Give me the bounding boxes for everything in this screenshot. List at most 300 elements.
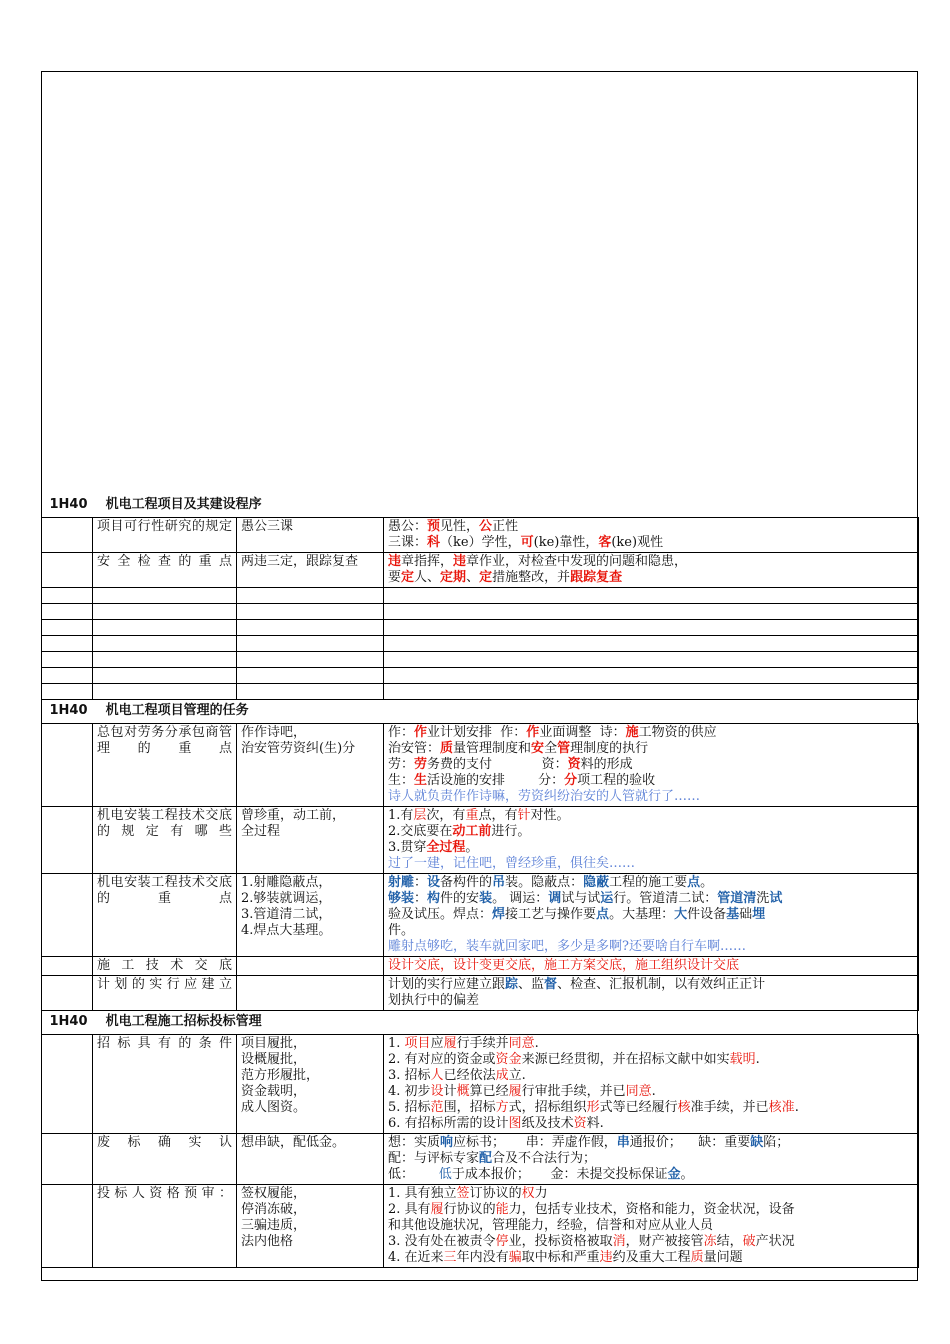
text-segment: 质 [690, 1250, 704, 1265]
text-segment: . [534, 1036, 539, 1051]
text-segment: 对性。 [530, 808, 570, 823]
text-segment: 同意 [625, 1084, 652, 1099]
text-segment: 计划的实行应建立跟 [388, 977, 506, 992]
content-cell [384, 724, 919, 807]
text-segment: 试 [769, 891, 783, 906]
text-segment: 3. 招标 [388, 1068, 431, 1083]
text-segment: 业，投标资格被取 [508, 1234, 613, 1249]
content-line [388, 1202, 914, 1218]
text-segment: 质 [440, 741, 454, 756]
content-cell [384, 1035, 919, 1134]
text-segment: 生 [414, 773, 428, 788]
section-gap [88, 703, 106, 718]
text-segment: 项目 [404, 1036, 431, 1051]
topic-cell: 项目可行性研究的规定 [93, 518, 237, 553]
blank-cell [93, 668, 237, 684]
section-header [42, 1011, 919, 1035]
text-segment: 冻 [703, 1234, 717, 1249]
text-segment: 。 [680, 1167, 694, 1182]
content-line [388, 1250, 914, 1266]
text-segment: 、检查、汇报机制，以有效纠正正计 [557, 977, 766, 992]
mnemonic-cell: 愚公三课 [237, 518, 384, 553]
text-segment: 备构件的 [440, 875, 493, 890]
content-cell [384, 1185, 919, 1268]
text-segment: 资 [567, 757, 581, 772]
blank-row [42, 636, 919, 652]
text-segment: 管 [557, 741, 571, 756]
section-gap [88, 1014, 106, 1029]
content-cell [384, 957, 919, 976]
text-segment: 作： [388, 725, 415, 740]
text-segment: 雕射点够吃，装车就回家吧，多少是多啊?还要啥自行车啊…… [388, 939, 746, 954]
table-row [42, 1134, 919, 1185]
index-cell [42, 724, 93, 807]
text-segment: 停 [495, 1234, 509, 1249]
text-segment: 准手续，并已 [690, 1100, 769, 1115]
mnemonic-cell: 1.射雕隐蔽点， 2.够装就调运， 3.管道清二试， 4.焊点大基理。 [237, 874, 384, 957]
mnemonic-cell [237, 957, 384, 976]
text-segment: 计 [443, 1084, 457, 1099]
text-segment: 履 [508, 1084, 522, 1099]
text-segment: 工物资的供应 [638, 725, 717, 740]
text-segment: 隐蔽 [583, 875, 610, 890]
mnemonic-cell [237, 976, 384, 1011]
text-segment: 行手续并 [456, 1036, 509, 1051]
content-cell [384, 807, 919, 874]
index-cell [42, 957, 93, 976]
text-segment: 劳 [414, 757, 428, 772]
blank-cell [42, 652, 93, 668]
blank-row [42, 652, 919, 668]
text-segment: 诗人就负责作作诗嘛，劳资纠纷治安的人管就行了…… [388, 789, 701, 804]
text-segment: 载明 [729, 1052, 756, 1067]
blank-cell [384, 588, 919, 604]
text-segment: 施 [625, 725, 639, 740]
text-segment: 件的安 [440, 891, 480, 906]
text-segment: 6. 有招标所需的设计 [388, 1116, 509, 1131]
blank-cell [237, 652, 384, 668]
text-segment: 点 [687, 875, 701, 890]
content-cell [384, 553, 919, 588]
text-segment: 工程的施工要 [609, 875, 688, 890]
text-segment: 料. [586, 1116, 604, 1131]
blank-cell [384, 604, 919, 620]
text-segment: 通报价； 缺：重要 [629, 1135, 751, 1150]
content-line [388, 824, 914, 840]
text-segment: 4. 在近来 [388, 1250, 444, 1265]
index-cell [42, 874, 93, 957]
text-segment: 过了一建，记住吧，曾经珍重，俱往矣…… [388, 856, 636, 871]
topic-cell: 机电安装工程技术交底的规定有哪些 [93, 807, 237, 874]
table-row [42, 1035, 919, 1134]
text-segment: 响 [440, 1135, 454, 1150]
content-cell [384, 518, 919, 553]
topic-cell: 施工技术交底 [93, 957, 237, 976]
text-segment: 成 [495, 1068, 509, 1083]
text-segment: 焊 [492, 907, 506, 922]
text-segment: 埋 [752, 907, 766, 922]
topic-cell: 废标确实认 [93, 1134, 237, 1185]
text-segment: 范 [430, 1100, 444, 1115]
text-segment: 低： [388, 1167, 439, 1182]
text-segment: 已经依法 [443, 1068, 496, 1083]
content-line [388, 789, 914, 805]
text-segment: 立. [508, 1068, 526, 1083]
text-segment: 权 [521, 1186, 535, 1201]
text-segment: 洗 [756, 891, 770, 906]
text-segment: 督 [544, 977, 558, 992]
text-segment: 形 [586, 1100, 600, 1115]
text-segment: 大 [674, 907, 688, 922]
text-segment: 射雕 [388, 875, 415, 890]
mnemonic-cell: 签权履能， 停消冻破， 三骗违质， 法内他格 [237, 1185, 384, 1268]
text-segment: 履 [430, 1202, 444, 1217]
content-line [388, 535, 914, 551]
text-segment: 要 [388, 570, 402, 585]
content-line [388, 1234, 914, 1250]
content-line [388, 1218, 914, 1234]
text-segment: 吊 [492, 875, 506, 890]
text-segment: 、监 [518, 977, 545, 992]
text-segment: （ke）学性， [440, 535, 521, 550]
text-segment: 公 [479, 519, 493, 534]
text-segment: . [651, 1084, 656, 1099]
mnemonic-cell: 两违三定，跟踪复查 [237, 553, 384, 588]
text-segment: 进行。 [491, 824, 531, 839]
text-segment: (ke)靠性， [533, 535, 599, 550]
content-line [388, 958, 914, 974]
text-segment: 低 [438, 1167, 452, 1182]
topic-cell: 投标人资格预审： [93, 1185, 237, 1268]
blank-cell [384, 668, 919, 684]
blank-cell [237, 668, 384, 684]
text-segment: 订协议的 [469, 1186, 522, 1201]
content-line [388, 993, 914, 1009]
text-segment: 运 [600, 891, 614, 906]
text-segment: 应 [430, 1036, 444, 1051]
section-header-row [42, 1011, 919, 1035]
content-cell [384, 976, 919, 1011]
content-line [388, 907, 914, 923]
content-line [388, 1135, 914, 1151]
text-segment: 生： [388, 773, 415, 788]
text-segment: 。大基理： [609, 907, 675, 922]
text-segment: ： [414, 875, 428, 890]
blank-row [42, 620, 919, 636]
text-segment: 围，招标 [443, 1100, 496, 1115]
blank-cell [42, 620, 93, 636]
index-cell [42, 976, 93, 1011]
text-segment: 量问题 [703, 1250, 743, 1265]
text-segment: . [755, 1052, 760, 1067]
text-segment: 产状况 [755, 1234, 795, 1249]
text-segment: 。 [700, 875, 714, 890]
text-segment: 验及试压。焊点： [388, 907, 493, 922]
text-segment: 违 [388, 554, 402, 569]
text-segment: 愚公： [388, 519, 428, 534]
text-segment: 和其他设施状况，管理能力，经验，信誉和对应从业人员 [388, 1218, 714, 1233]
text-segment: . [794, 1100, 799, 1115]
text-segment: 劳： [388, 757, 415, 772]
text-segment: 陷； [763, 1135, 790, 1150]
topic-cell: 计划的实行应建立 [93, 976, 237, 1011]
text-segment: 式，招标组织 [508, 1100, 587, 1115]
text-segment: 科 [427, 535, 441, 550]
index-cell [42, 518, 93, 553]
blank-row [42, 588, 919, 604]
text-segment: 可 [520, 535, 534, 550]
blank-cell [42, 636, 93, 652]
topic-cell: 机电安装工程技术交底的重点 [93, 874, 237, 957]
text-segment: 图 [508, 1116, 522, 1131]
text-segment: 分 [564, 773, 578, 788]
topic-cell: 招标具有的条件 [93, 1035, 237, 1134]
content-line [388, 856, 914, 872]
text-segment: 踪 [505, 977, 519, 992]
text-segment: 全过程 [426, 840, 466, 855]
table-row [42, 1185, 919, 1268]
table-row [42, 957, 919, 976]
topic-cell: 总包对劳务分承包商管理的重点 [93, 724, 237, 807]
text-segment: 重 [465, 808, 479, 823]
text-segment: 措施整改，并 [492, 570, 571, 585]
text-segment: 2. 有对应的资金或 [388, 1052, 496, 1067]
text-segment: 业面调整 诗： [539, 725, 626, 740]
text-segment: 料的形成 [580, 757, 633, 772]
text-segment: 行。管道清二试： [613, 891, 718, 906]
text-segment: 活设施的安排 分： [427, 773, 565, 788]
blank-row [42, 684, 919, 700]
section-header [42, 494, 919, 518]
blank-row [42, 604, 919, 620]
text-segment: 约及重大工程 [612, 1250, 691, 1265]
text-segment: 。 调运： [492, 891, 549, 906]
text-segment: 三课： [388, 535, 428, 550]
table-row [42, 724, 919, 807]
text-segment: 力，包括专业技术，资格和能力，资金状况，设备 [508, 1202, 795, 1217]
content-line [388, 725, 914, 741]
blank-cell [93, 636, 237, 652]
blank-cell [42, 668, 93, 684]
text-segment: 接工艺与操作要 [505, 907, 597, 922]
text-segment: 层 [413, 808, 427, 823]
text-segment: 合及不合法行为； [492, 1151, 597, 1166]
text-segment: 签 [456, 1186, 470, 1201]
content-line [388, 1100, 914, 1116]
text-segment: 违 [453, 554, 467, 569]
content-line [388, 1116, 914, 1132]
text-segment: 试与试 [561, 891, 601, 906]
section-header-row [42, 700, 919, 724]
content-line [388, 741, 914, 757]
index-cell [42, 1134, 93, 1185]
text-segment: 串 [616, 1135, 630, 1150]
blank-cell [42, 684, 93, 700]
section-gap [88, 497, 106, 512]
text-segment: 应标书； 串：弄虚作假， [453, 1135, 617, 1150]
text-segment: 3. 没有处在被责令 [388, 1234, 496, 1249]
section-code: 1H40 [49, 703, 88, 718]
text-segment: 、 [466, 570, 480, 585]
section-header [42, 700, 919, 724]
content-line [388, 1068, 914, 1084]
text-segment: 正性 [492, 519, 519, 534]
content-line [388, 939, 914, 955]
blank-cell [93, 620, 237, 636]
index-cell [42, 807, 93, 874]
content-line [388, 808, 914, 824]
text-segment: 理制度的执行 [570, 741, 649, 756]
blank-cell [93, 684, 237, 700]
text-segment: 3.贯穿 [388, 840, 427, 855]
content-line [388, 570, 914, 586]
content-line [388, 1167, 914, 1183]
mnemonic-cell: 项目履批， 设概履批， 范方形履批， 资金载明， 成人图资。 [237, 1035, 384, 1134]
text-segment: 纸及技术 [521, 1116, 574, 1131]
text-segment: 动工前 [452, 824, 492, 839]
text-segment: 2. 具有 [388, 1202, 431, 1217]
text-segment: 定期 [440, 570, 467, 585]
mnemonic-cell: 作作诗吧， 治安管劳资纠(生)分 [237, 724, 384, 807]
text-segment: 安 [531, 741, 545, 756]
blank-row [42, 668, 919, 684]
text-segment: 见性， [440, 519, 480, 534]
text-segment: 治安管： [388, 741, 441, 756]
text-segment: 破 [742, 1234, 756, 1249]
text-segment: 全 [544, 741, 558, 756]
text-segment: 针 [517, 808, 531, 823]
section-code: 1H40 [49, 1014, 88, 1029]
mnemonic-cell: 曾珍重，动工前， 全过程 [237, 807, 384, 874]
text-segment: 核准 [768, 1100, 795, 1115]
text-segment: 定 [479, 570, 493, 585]
text-segment: 够装 [388, 891, 415, 906]
blank-cell [237, 588, 384, 604]
text-segment: 设 [427, 875, 441, 890]
topic-cell: 安全检查的重点 [93, 553, 237, 588]
text-segment: 取中标和严重 [521, 1250, 600, 1265]
text-segment: 同意 [508, 1036, 535, 1051]
text-segment: 点，有 [478, 808, 518, 823]
section-title: 机电工程项目及其建设程序 [105, 497, 262, 512]
text-segment: 想：实质 [388, 1135, 441, 1150]
text-segment: 预 [427, 519, 441, 534]
text-segment: 结， [716, 1234, 743, 1249]
content-line [388, 923, 914, 939]
blank-cell [93, 588, 237, 604]
content-line [388, 1052, 914, 1068]
text-segment: 行审批手续，并已 [521, 1084, 626, 1099]
text-segment: 。 [465, 840, 479, 855]
text-segment: 调 [548, 891, 562, 906]
text-segment: 核 [677, 1100, 691, 1115]
text-segment: 金 [667, 1167, 681, 1182]
section-code: 1H40 [49, 497, 88, 512]
text-segment: 跟踪复查 [570, 570, 623, 585]
text-segment: 构 [427, 891, 441, 906]
blank-cell [384, 620, 919, 636]
text-segment: 5. 招标 [388, 1100, 431, 1115]
blank-cell [237, 604, 384, 620]
text-segment: 配：与评标专家 [388, 1151, 480, 1166]
text-segment: 务费的支付 资： [427, 757, 568, 772]
text-segment: 章作业，对检查中发现的问题和隐患， [466, 554, 688, 569]
index-cell [42, 1035, 93, 1134]
section-title: 机电工程施工招标投标管理 [105, 1014, 262, 1029]
table-row [42, 553, 919, 588]
table-row [42, 518, 919, 553]
text-segment: 装。隐蔽点： [505, 875, 584, 890]
text-segment: 缺 [750, 1135, 764, 1150]
text-segment: 力 [534, 1186, 548, 1201]
text-segment: 行协议的 [443, 1202, 496, 1217]
notes-table [41, 494, 919, 1268]
content-line [388, 1186, 914, 1202]
text-segment: 作 [526, 725, 540, 740]
content-cell [384, 874, 919, 957]
table-row [42, 976, 919, 1011]
text-segment: 项工程的验收 [577, 773, 656, 788]
blank-cell [42, 588, 93, 604]
content-line [388, 1036, 914, 1052]
text-segment: 消 [612, 1234, 626, 1249]
text-segment: 作 [414, 725, 428, 740]
text-segment: 定 [401, 570, 415, 585]
text-segment: 来源已经贯彻，并在招标文献中如实 [521, 1052, 730, 1067]
text-segment: 次，有 [426, 808, 466, 823]
blank-cell [384, 636, 919, 652]
index-cell [42, 553, 93, 588]
section-header-row [42, 494, 919, 518]
text-segment: 客 [598, 535, 612, 550]
blank-cell [237, 684, 384, 700]
text-segment: 设计交底，设计变更交底，施工方案交底，施工组织设计交底 [388, 958, 740, 973]
text-segment: 业计划安排 作： [427, 725, 527, 740]
text-segment: 1. [388, 1036, 405, 1051]
text-segment: 概 [456, 1084, 470, 1099]
blank-cell [93, 652, 237, 668]
text-segment: 履 [443, 1036, 457, 1051]
text-segment: 算已经 [469, 1084, 509, 1099]
text-segment: 配 [479, 1151, 493, 1166]
content-line [388, 554, 914, 570]
text-segment: 三 [443, 1250, 457, 1265]
content-line [388, 891, 914, 907]
blank-cell [42, 604, 93, 620]
text-segment: 人、 [414, 570, 441, 585]
mnemonic-cell: 想串缺，配低金。 [237, 1134, 384, 1185]
text-segment: 1. 具有独立 [388, 1186, 457, 1201]
text-segment: 年内没有 [456, 1250, 509, 1265]
text-segment: 资 [573, 1116, 587, 1131]
text-segment: 骗 [508, 1250, 522, 1265]
text-segment: 划执行中的偏差 [388, 993, 480, 1008]
content-line [388, 1084, 914, 1100]
text-segment: ，财产被接管 [625, 1234, 704, 1249]
table-row [42, 874, 919, 957]
text-segment: 件。 [388, 923, 415, 938]
text-segment: 量管理制度和 [453, 741, 532, 756]
text-segment: 方 [495, 1100, 509, 1115]
text-segment: 础 [739, 907, 753, 922]
text-segment: 章指挥， [401, 554, 454, 569]
text-segment: 于成本报价； 金：未提交投标保证 [451, 1167, 668, 1182]
text-segment: 人 [430, 1068, 444, 1083]
text-segment: 2.交底要在 [388, 824, 453, 839]
text-segment: 设 [430, 1084, 444, 1099]
text-segment: 管道清 [717, 891, 757, 906]
text-segment: 式等已经履行 [599, 1100, 678, 1115]
